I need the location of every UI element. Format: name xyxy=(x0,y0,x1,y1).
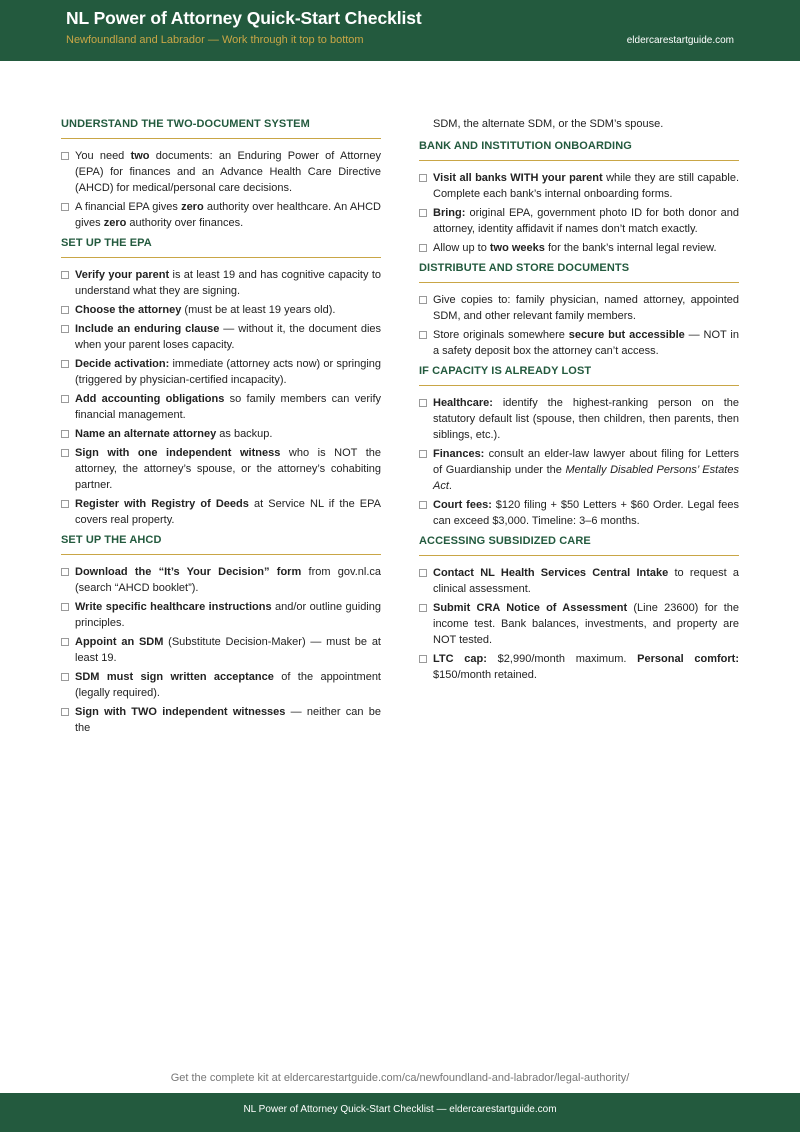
checklist-item xyxy=(61,564,381,596)
checkbox-icon[interactable] xyxy=(61,306,69,314)
section-accessing-subsidized-care xyxy=(419,535,739,683)
checklist-item xyxy=(419,292,739,324)
checklist-item-text: Verify your parent is at least 19 and has cognitive capacity to understand what they are signing. xyxy=(75,269,381,297)
checkbox-icon[interactable] xyxy=(419,399,427,407)
checklist-item xyxy=(419,327,739,359)
section-title: IF CAPACITY IS ALREADY LOST xyxy=(419,365,739,386)
page-header xyxy=(0,0,800,61)
checklist-item-text: Healthcare: identify the highest-ranking person on the statutory default list (spouse, then children, then parents, then siblings, etc.). xyxy=(433,397,739,441)
footer-kit-link[interactable]: Get the complete kit at eldercarestartguide.com/ca/newfoundland-and-labrador/legal-authority/ xyxy=(170,1072,630,1084)
section-understand-the-two-document-system xyxy=(61,118,381,231)
checklist-item-text: Submit CRA Notice of Assessment (Line 23600) for the income test. Bank balances, investments, and property are NOT tested. xyxy=(433,602,739,646)
checklist-item xyxy=(419,240,739,256)
checklist-item-text: Sign with one independent witness who is NOT the attorney, the attorney’s spouse, or the attorney’s cohabiting partner. xyxy=(75,447,381,491)
header-site-link[interactable]: eldercarestartguide.com xyxy=(626,35,734,46)
checkbox-icon[interactable] xyxy=(419,501,427,509)
footer-bar xyxy=(0,1093,800,1132)
checkbox-icon[interactable] xyxy=(61,568,69,576)
checklist-item-text: Court fees: $120 filing + $50 Letters + $60 Order. Legal fees can exceed $3,000. Timeline: 3–6 months. xyxy=(433,499,739,527)
checklist-item xyxy=(61,267,381,299)
checkbox-icon[interactable] xyxy=(419,604,427,612)
checklist-item-text: Store originals somewhere secure but accessible — NOT in a safety deposit box the attorney can’t access. xyxy=(433,329,739,357)
section-bank-and-institution-onboarding xyxy=(419,140,739,256)
checkbox-icon[interactable] xyxy=(419,655,427,663)
checklist-item-text: Bring: original EPA, government photo ID for both donor and attorney, identity affidavit if names don’t match exactly. xyxy=(433,207,739,235)
page-subtitle: Newfoundland and Labrador — Work through it top to bottom xyxy=(66,34,364,46)
checklist xyxy=(61,267,381,528)
page-title: NL Power of Attorney Quick-Start Checklist xyxy=(66,8,422,28)
checklist-item xyxy=(419,205,739,237)
checklist-item-text: Appoint an SDM (Substitute Decision-Maker) — must be at least 19. xyxy=(75,636,381,664)
checklist-item xyxy=(419,446,739,494)
checklist xyxy=(419,395,739,529)
right-column xyxy=(419,118,739,683)
checkbox-icon[interactable] xyxy=(419,331,427,339)
checklist-item xyxy=(61,704,381,736)
checkbox-icon[interactable] xyxy=(419,209,427,217)
checklist xyxy=(419,292,739,359)
checkbox-icon[interactable] xyxy=(61,708,69,716)
checklist-item xyxy=(419,651,739,683)
checklist-item xyxy=(419,395,739,443)
left-column xyxy=(61,118,381,736)
checklist-item-text: You need two documents: an Enduring Power of Attorney (EPA) for finances and an Advance Health Care Directive (AHCD) for medical/personal care decisions. xyxy=(75,150,381,194)
checklist-item xyxy=(61,599,381,631)
checklist-item xyxy=(61,391,381,423)
checklist-item xyxy=(61,634,381,666)
checklist-item-text: Give copies to: family physician, named attorney, appointed SDM, and other relevant family members. xyxy=(433,294,739,322)
checklist xyxy=(61,148,381,231)
section-title: SET UP THE AHCD xyxy=(61,534,381,555)
section-set-up-the-ahcd xyxy=(61,534,381,736)
checkbox-icon[interactable] xyxy=(419,569,427,577)
checklist-item-text: Name an alternate attorney as backup. xyxy=(75,428,273,440)
checkbox-icon[interactable] xyxy=(419,174,427,182)
checkbox-icon[interactable] xyxy=(61,395,69,403)
footer-text: NL Power of Attorney Quick-Start Checklist — eldercarestartguide.com xyxy=(243,1104,557,1115)
checkbox-icon[interactable] xyxy=(61,449,69,457)
checklist-item-text: Allow up to two weeks for the bank’s internal legal review. xyxy=(433,242,717,254)
checklist-item xyxy=(419,600,739,648)
section-title: DISTRIBUTE AND STORE DOCUMENTS xyxy=(419,262,739,283)
checklist-item-text: LTC cap: $2,990/month maximum. Personal comfort: $150/month retained. xyxy=(433,653,739,681)
checkbox-icon[interactable] xyxy=(61,673,69,681)
checklist-item xyxy=(61,148,381,196)
checklist-item-text: Visit all banks WITH your parent while they are still capable. Complete each bank’s internal onboarding forms. xyxy=(433,172,739,200)
checklist-item xyxy=(419,170,739,202)
section-distribute-and-store-documents xyxy=(419,262,739,359)
checkbox-icon[interactable] xyxy=(61,500,69,508)
checklist xyxy=(419,170,739,256)
checklist-item-text: Sign with TWO independent witnesses — neither can be the xyxy=(75,706,381,734)
checklist-item xyxy=(61,426,381,442)
section-title: UNDERSTAND THE TWO-DOCUMENT SYSTEM xyxy=(61,118,381,139)
checklist-item xyxy=(61,496,381,528)
checklist-item-text: SDM must sign written acceptance of the appointment (legally required). xyxy=(75,671,381,699)
checklist-item xyxy=(61,199,381,231)
checkbox-icon[interactable] xyxy=(61,203,69,211)
checklist-item xyxy=(419,565,739,597)
section-title: SET UP THE EPA xyxy=(61,237,381,258)
checkbox-icon[interactable] xyxy=(61,152,69,160)
checklist-item xyxy=(61,302,381,318)
checklist-item-continuation: SDM, the alternate SDM, or the SDM’s spouse. xyxy=(433,118,664,130)
checklist-item-text: Choose the attorney (must be at least 19 years old). xyxy=(75,304,336,316)
checklist-item xyxy=(61,356,381,388)
checklist-item-text: Contact NL Health Services Central Intake to request a clinical assessment. xyxy=(433,567,739,595)
checklist-item-text: Register with Registry of Deeds at Service NL if the EPA covers real property. xyxy=(75,498,381,526)
section-title: BANK AND INSTITUTION ONBOARDING xyxy=(419,140,739,161)
checklist-item-text: Add accounting obligations so family members can verify financial management. xyxy=(75,393,381,421)
checkbox-icon[interactable] xyxy=(61,638,69,646)
checklist-item xyxy=(61,669,381,701)
section-set-up-the-epa xyxy=(61,237,381,528)
checklist xyxy=(61,564,381,736)
checklist-item-text: Decide activation: immediate (attorney acts now) or springing (triggered by physician-certified incapacity). xyxy=(75,358,381,386)
checklist-item-text: Finances: consult an elder-law lawyer about filing for Letters of Guardianship under the Mentally Disabled Persons’ Estates Act. xyxy=(433,448,739,492)
checkbox-icon[interactable] xyxy=(61,360,69,368)
checkbox-icon[interactable] xyxy=(419,450,427,458)
section-if-capacity-is-already-lost xyxy=(419,365,739,529)
checkbox-icon[interactable] xyxy=(61,603,69,611)
checklist-item-text: Download the “It’s Your Decision” form from gov.nl.ca (search “AHCD booklet”). xyxy=(75,566,381,594)
checklist-item xyxy=(419,497,739,529)
checklist-item xyxy=(61,321,381,353)
checkbox-icon[interactable] xyxy=(61,430,69,438)
checkbox-icon[interactable] xyxy=(61,325,69,333)
checkbox-icon[interactable] xyxy=(419,244,427,252)
checklist-item xyxy=(61,445,381,493)
checkbox-icon[interactable] xyxy=(61,271,69,279)
checklist xyxy=(419,565,739,683)
checkbox-icon[interactable] xyxy=(419,296,427,304)
checklist-item-text: A financial EPA gives zero authority over healthcare. An AHCD gives zero authority over finances. xyxy=(75,201,381,229)
checklist-item-text: Write specific healthcare instructions and/or outline guiding principles. xyxy=(75,601,381,629)
checklist-item-text: Include an enduring clause — without it, the document dies when your parent loses capacity. xyxy=(75,323,382,351)
section-title: ACCESSING SUBSIDIZED CARE xyxy=(419,535,739,556)
